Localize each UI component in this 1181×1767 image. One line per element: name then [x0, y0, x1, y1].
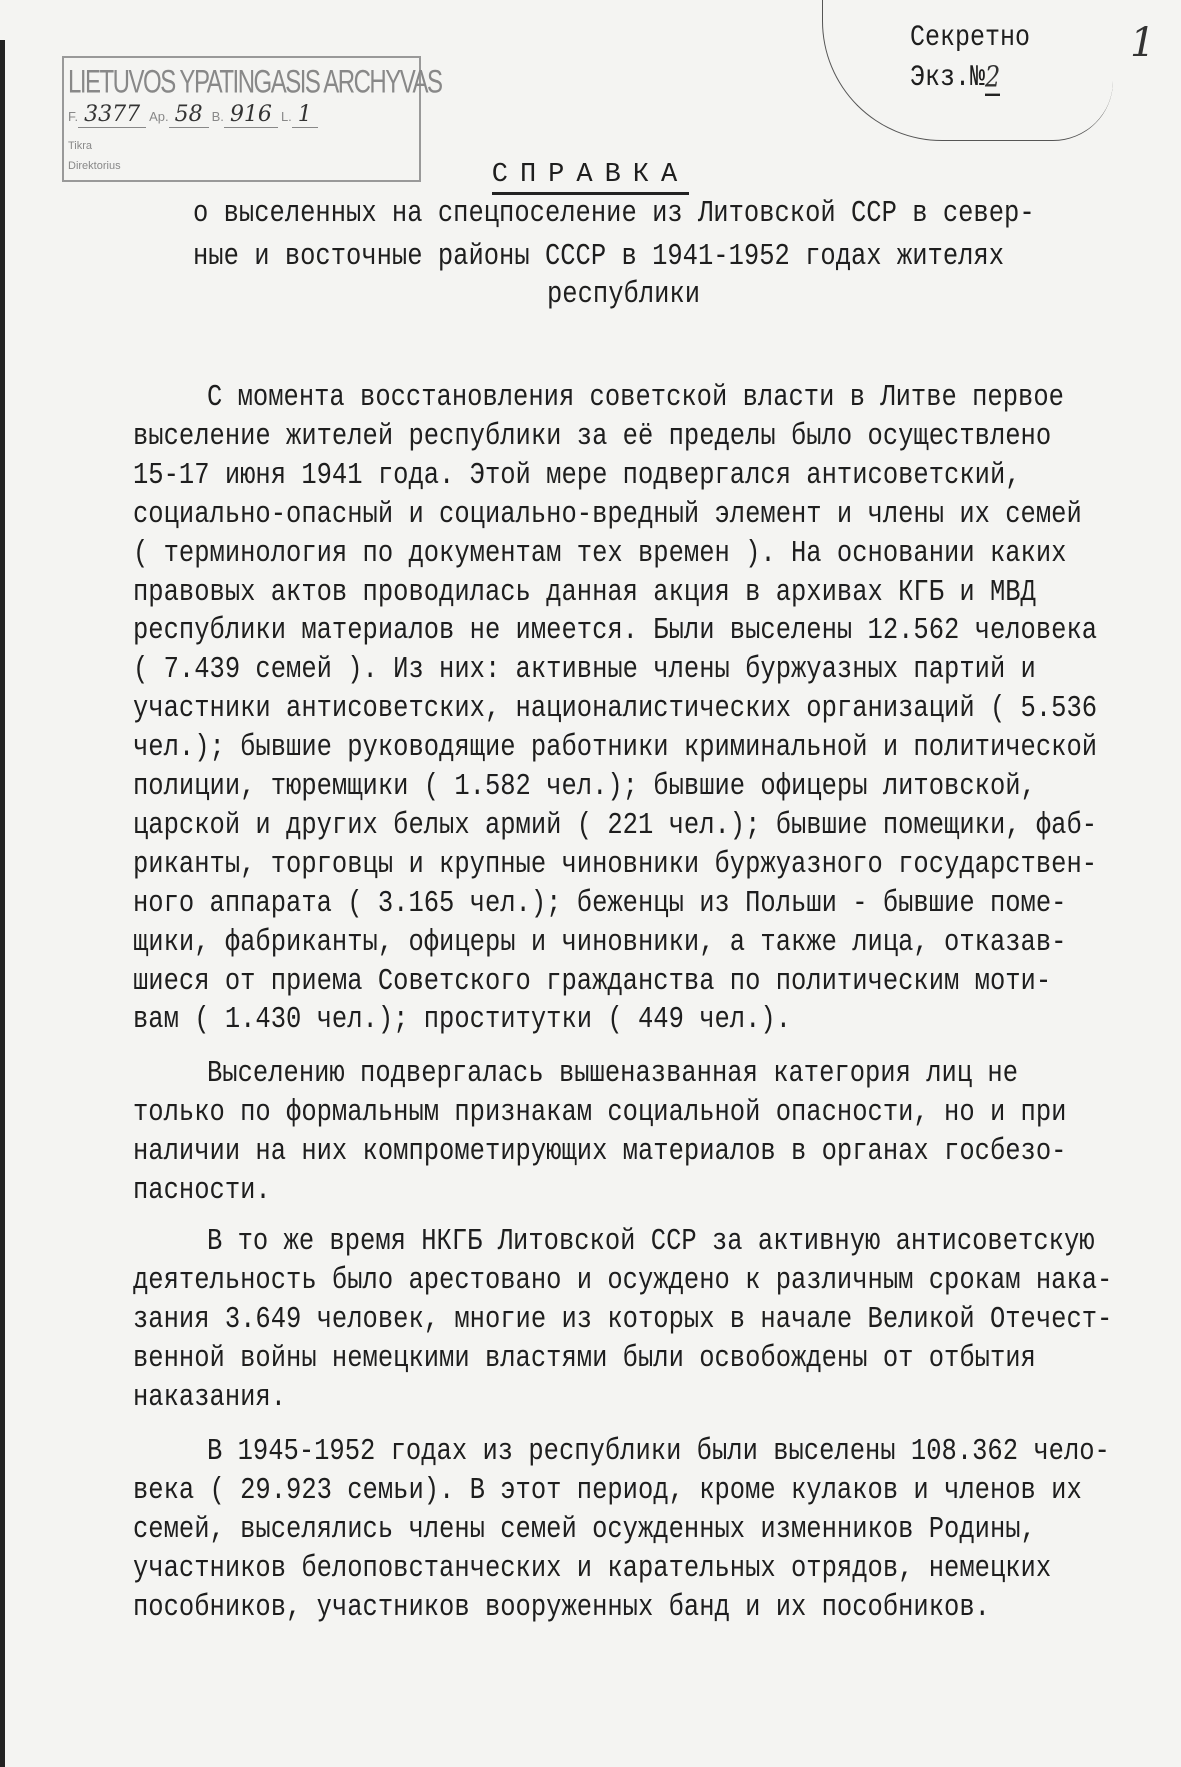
paragraph-line: деятельность было арестовано и осуждено к различным срокам нака-: [133, 1262, 1113, 1298]
paragraph-line: ( 7.439 семей ). Из них: активные члены буржуазных партий и: [133, 652, 1036, 688]
archive-reference: [68, 102, 321, 128]
subtitle-line: ные и восточные районы СССР в 1941-1952 годах жителях: [193, 239, 1005, 274]
paragraph-line: участники антисоветских, националистических организаций ( 5.536: [133, 691, 1098, 726]
subtitle-line: о выселенных на спецпоселение из Литовской ССР в север-: [193, 196, 1035, 231]
paragraph-line: Выселению подвергалась вышеназванная категория лиц не: [207, 1056, 1019, 1091]
copy-number-value: 2: [985, 60, 1000, 96]
leaf-label: L.: [280, 109, 292, 124]
paragraph-line: правовых актов проводилась данная акция в архивах КГБ и МВД: [133, 574, 1036, 610]
paragraph-line: участников белоповстанческих и карательных отрядов, немецких: [133, 1550, 1052, 1586]
paragraph-line: пособников, участников вооруженных банд и их пособников.: [133, 1589, 990, 1625]
paragraph-line: вам ( 1.430 чел.); проститутки ( 449 чел.).: [133, 1002, 792, 1038]
paragraph-line: социально-опасный и социально-вредный элемент и члены их семей: [133, 496, 1082, 532]
paragraph-line: чел.); бывшие руководящие работники криминальной и политической: [133, 730, 1098, 765]
page-edge: [0, 40, 5, 1767]
page-number: 1: [1130, 20, 1156, 66]
document-title: [0, 160, 1181, 190]
subtitle-line: республики: [547, 277, 701, 312]
paragraph-line: ного аппарата ( 3.165 чел.); беженцы из Польши - бывшие поме-: [133, 885, 1067, 921]
file-number: 916: [224, 102, 278, 128]
paragraph-line: венной войны немецкими властями были освобождены от отбытия: [133, 1340, 1036, 1376]
file-label: B.: [211, 109, 224, 124]
stamp-tikra: Tikra: [68, 140, 93, 152]
paragraph-line: 15-17 июня 1941 года. Этой мере подвергался антисоветский,: [133, 457, 1021, 493]
fond-label: F.: [68, 109, 79, 124]
secret-label: Секретно: [910, 20, 1031, 55]
paragraph-line: щики, фабриканты, офицеры и чиновники, а также лица, отказав-: [133, 924, 1067, 960]
paragraph-line: семей, выселялись члены семей осужденных изменников Родины,: [133, 1511, 1036, 1547]
copy-number: [910, 60, 1001, 95]
paragraph-line: полиции, тюремщики ( 1.582 чел.); бывшие офицеры литовской,: [133, 769, 1036, 804]
copy-label: Экз.№: [910, 60, 986, 95]
paragraph-line: только по формальным признакам социальной опасности, но и при: [133, 1094, 1067, 1130]
paragraph-line: царской и других белых армий ( 221 чел.); бывшие помещики, фаб-: [133, 807, 1098, 843]
paragraph-line: риканты, торговцы и крупные чиновники буржуазного государствен-: [133, 846, 1098, 882]
paragraph-line: В то же время НКГБ Литовской ССР за активную антисоветскую: [207, 1224, 1095, 1259]
paragraph-line: ( терминология по документам тех времен ). На основании каких: [133, 535, 1067, 571]
inventory-number: 58: [169, 102, 209, 128]
paragraph-line: С момента восстановления советской власти в Литве первое: [207, 380, 1064, 415]
stamp-direktorius: Direktorius: [68, 160, 121, 172]
paragraph-line: шиеся от приема Советского гражданства по политическим моти-: [133, 963, 1052, 999]
paragraph-line: наказания.: [133, 1379, 287, 1415]
paragraph-line: В 1945-1952 годах из республики были выселены 108.362 чело-: [207, 1434, 1110, 1469]
leaf-number: 1: [292, 102, 318, 128]
paragraph-line: пасности.: [133, 1172, 271, 1208]
paragraph-line: века ( 29.923 семьи). В этот период, кроме кулаков и членов их: [133, 1472, 1082, 1508]
paragraph-line: выселение жителей республики за её пределы было осуществлено: [133, 418, 1052, 454]
paragraph-line: республики материалов не имеется. Были выселены 12.562 человека: [133, 613, 1098, 649]
title-text: СПРАВКА: [492, 160, 689, 195]
paragraph-line: наличии на них компрометирующих материалов в органах госбезо-: [133, 1133, 1067, 1169]
archive-name: LIETUVOS YPATINGASIS ARCHYVAS: [68, 64, 442, 101]
inventory-label: Ap.: [149, 109, 169, 124]
paragraph-line: зания 3.649 человек, многие из которых в начале Великой Отечест-: [133, 1301, 1113, 1337]
fond-number: 3377: [78, 102, 146, 128]
